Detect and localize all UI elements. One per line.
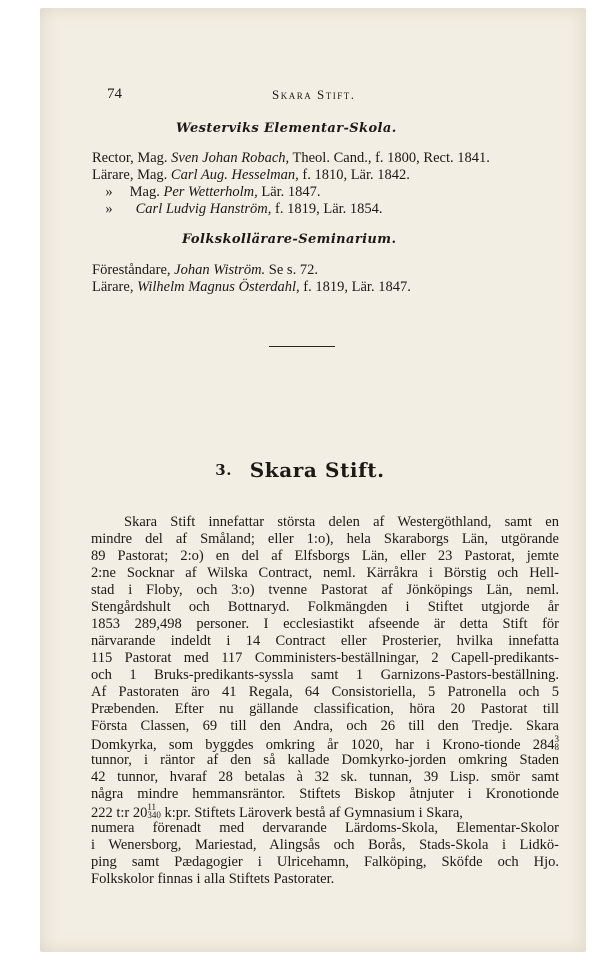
staff-name: Carl Aug. Hesselman, (170, 167, 299, 183)
body-line: ping samt Pædagogier i Ulricehamn, Falköping, Sköfde och Hjo. (91, 854, 559, 870)
fraction (147, 803, 161, 819)
running-title: Skara Stift. (272, 87, 356, 102)
body-line: stad i Floby, och 3:o) tvenne Pastorat af Jönköpings Län, neml. (91, 582, 559, 598)
fraction-numerator: 3 (554, 734, 559, 744)
staff-name: Per Wetterholm, (163, 184, 258, 200)
ditto-mark: » (105, 184, 113, 200)
fraction (555, 735, 560, 751)
staff-details: Se s. 72. (268, 262, 318, 278)
staff-details: f. 1819, Lär. 1847. (303, 279, 411, 295)
staff-role: Lärare, Mag. (92, 167, 168, 183)
staff-name: Wilhelm Magnus Österdahl, (137, 279, 300, 295)
staff-line (92, 150, 490, 167)
fraction-denominator: 8 (554, 742, 559, 752)
staff-role: Föreståndare, (92, 262, 171, 278)
body-line: Af Pastoraten äro 41 Regala, 64 Consistoriella, 5 Patronella och 5 (91, 684, 559, 700)
seminarium-heading: Folkskollärare-Seminarium. (182, 232, 397, 247)
chapter-title (0, 458, 600, 482)
body-line-text: Domkyrka, som byggdes omkring år 1020, har i Krono-tionde 284 (91, 737, 555, 753)
staff-line (92, 201, 383, 218)
staff-details: Theol. Cand., f. 1800, Rect. 1841. (292, 150, 490, 166)
body-line: Folkskolor finnas i alla Stiftets Pastorater. (91, 871, 335, 887)
chapter-number: 3. (215, 461, 233, 479)
body-line: 89 Pastorat; 2:o) en del af Elfsborgs Län, eller 23 Pastorat, jemte (91, 548, 559, 564)
body-line: tunnor, i räntor af den så kallade Domkyrko-jorden omkring Staden (91, 752, 559, 768)
staff-role: Lärare, (92, 279, 134, 295)
chapter-heading: Skara Stift. (249, 458, 385, 482)
staff-line (92, 279, 411, 296)
running-head (0, 86, 600, 106)
staff-name: Sven Johan Robach, (171, 150, 290, 166)
body-line-text: k:pr. Stiftets Läroverk bestå af Gymnasium i Skara, (160, 805, 463, 821)
section-divider (269, 346, 335, 347)
fraction-numerator: 11 (147, 802, 157, 812)
fraction-denominator: 340 (147, 810, 161, 820)
staff-details: f. 1810, Lär. 1842. (302, 167, 410, 183)
body-line: några mindre hemmansräntor. Stiftets Biskop åtnjuter i Kronotionde (91, 786, 559, 802)
body-line: i Wenersborg, Mariestad, Alingsås och Borås, Stads-Skola i Lidkö- (91, 837, 559, 853)
staff-details: f. 1819, Lär. 1854. (275, 201, 383, 217)
body-line: Skara Stift innefattar största delen af Westergöthland, samt en (124, 514, 559, 530)
body-line: 2:ne Socknar af Wilska Contract, neml. Kärråkra i Börstig och Hell- (91, 565, 559, 581)
staff-details: Lär. 1847. (261, 184, 321, 200)
staff-line (92, 262, 318, 279)
body-line: Præbenden. Efter nu gällande classification, höra 20 Pastorat till (91, 701, 559, 717)
staff-role: Rector, Mag. (92, 150, 168, 166)
body-line-text: 222 t:r 20 (91, 805, 148, 821)
body-line: mindre del af Småland; eller 1:o), hela Skaraborgs Län, utgörande (91, 531, 559, 547)
staff-name: Johan Wiström. (174, 262, 266, 278)
body-line: 1853 289,498 personer. I ecclesiastikt afseende är detta Stift för (91, 616, 559, 632)
ditto-mark: » (105, 201, 113, 217)
staff-name: Carl Ludvig Hanström, (135, 201, 272, 217)
body-line: 42 tunnor, hvaraf 28 betalas à 32 sk. tunnan, 39 Lisp. smör samt (91, 769, 559, 785)
body-line: 115 Pastorat med 117 Comministers-beställningar, 2 Capell-predikants- (91, 650, 559, 666)
staff-line (92, 167, 410, 184)
body-line (91, 735, 559, 752)
page-number: 74 (107, 86, 122, 102)
body-line: och 1 Bruks-predikants-syssla samt 1 Garnizons-Pastors-beställning. (91, 667, 559, 683)
body-line: närvarande indeldt i 14 Contract eller Prosterier, hvilka innefatta (91, 633, 559, 649)
body-line: numera förenadt med dervarande Lärdoms-Skola, Elementar-Skolor (91, 820, 559, 836)
staff-line (92, 184, 321, 201)
body-line (91, 803, 559, 820)
body-line: Stengårdshult och Bottnaryd. Folkmängden i Stiftet utgjorde år (91, 599, 559, 615)
staff-role: Mag. (129, 184, 160, 200)
westerviks-heading: Westerviks Elementar-Skola. (176, 121, 397, 136)
body-line: Första Classen, 69 till den Andra, och 26 till den Tredje. Skara (91, 718, 559, 734)
